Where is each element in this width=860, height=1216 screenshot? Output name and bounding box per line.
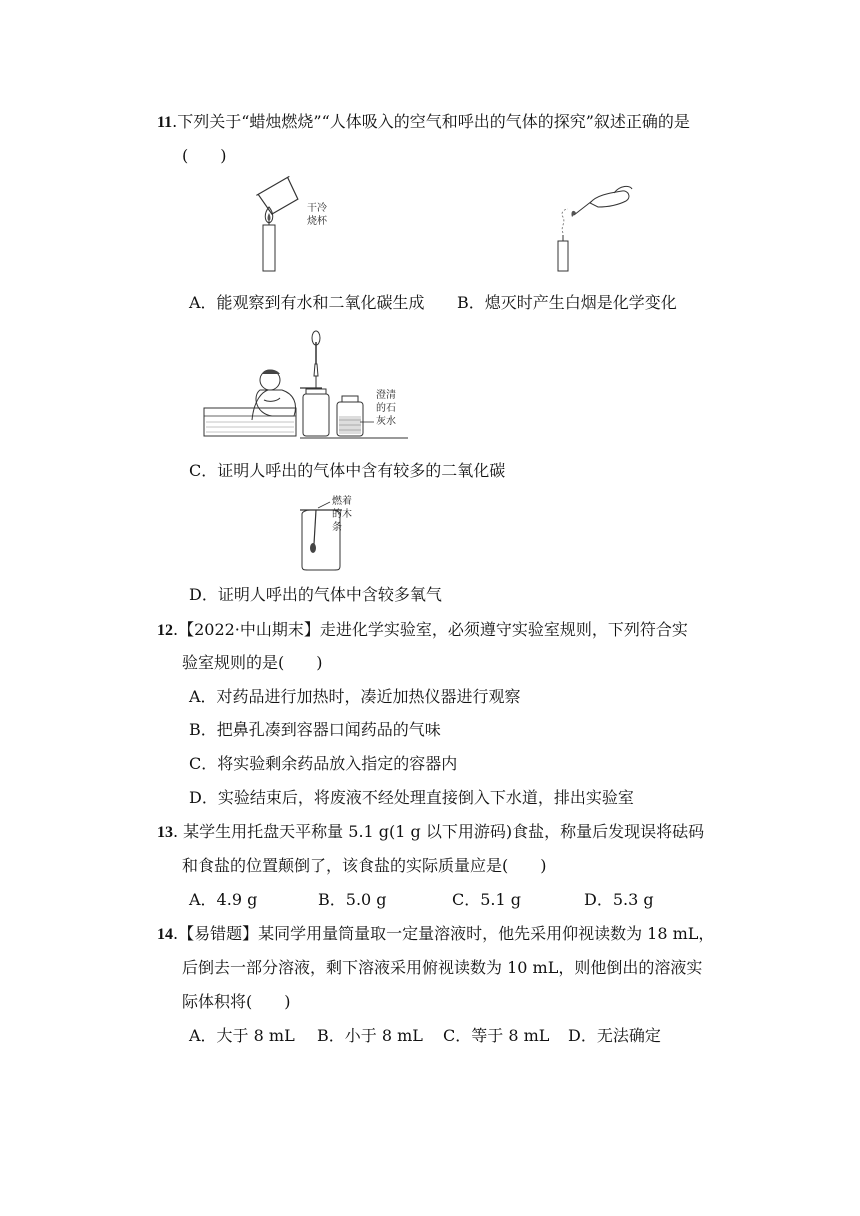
q11-option-a: A．能观察到有水和二氧化碳生成 [189, 293, 425, 312]
q11-option-b: B．熄灭时产生白烟是化学变化 [457, 293, 677, 312]
q12-option-a: A．对药品进行加热时，凑近加热仪器进行观察 [189, 687, 521, 706]
q14-option-c: C．等于 8 mL [443, 1026, 550, 1045]
fig-d-label-line3: 条 [332, 522, 342, 533]
q14-number: 14 [157, 926, 173, 943]
fig-c-label-line2: 的石 [376, 403, 396, 414]
q14-option-b: B．小于 8 mL [317, 1026, 423, 1045]
q13-option-a: A．4.9 g [189, 890, 258, 909]
q11-figure-b-candle-match [552, 183, 642, 275]
fig-a-label-line1: 干冷 [307, 203, 327, 214]
q11-figure-a-candle-beaker [255, 183, 345, 275]
q14-stem-text: .【易错题】某同学用量筒量取一定量溶液时，他先采用仰视读数为 18 mL， [173, 924, 715, 943]
q13-stem-line2: 和食盐的位置颠倒了，该食盐的实际质量应是( ) [182, 856, 547, 875]
q13-stem-line1 [157, 821, 704, 844]
q12-stem-line2: 验室规则的是( ) [182, 653, 323, 672]
fig-a-label-line2: 烧杯 [307, 216, 327, 227]
q11-figure-d-bottle-stick [290, 494, 370, 572]
q11-figure-c-breath-limewater [202, 330, 414, 442]
q12-number: 12 [157, 622, 173, 639]
q14-option-a: A．大于 8 mL [189, 1026, 295, 1045]
q12-option-b: B．把鼻孔凑到容器口闻药品的气味 [189, 720, 441, 739]
q11-stem-text: .下列关于“蜡烛燃烧”“人体吸入的空气和呼出的气体的探究”叙述正确的是 [172, 112, 690, 131]
q14-stem-line2: 后倒去一部分溶液，剩下溶液采用俯视读数为 10 mL，则他倒出的溶液实 [182, 958, 703, 977]
q13-option-c: C．5.1 g [452, 890, 522, 909]
q11-answer-paren: ( ) [182, 146, 227, 165]
fig-c-label-line1: 澄清 [376, 390, 396, 401]
q11-number: 11 [157, 114, 173, 131]
fig-c-label-line3: 灰水 [376, 416, 396, 427]
q14-stem-line1 [157, 923, 714, 946]
q13-option-b: B．5.0 g [318, 890, 387, 909]
q12-stem-line1 [157, 619, 688, 642]
q12-option-d: D．实验结束后，将废液不经处理直接倒入下水道，排出实验室 [189, 788, 634, 807]
q13-stem-text: . 某学生用托盘天平称量 5.1 g(1 g 以下用游码)食盐，称量后发现误将砝码 [173, 822, 705, 841]
fig-d-label-line2: 的木 [332, 509, 352, 520]
q13-option-d: D．5.3 g [584, 890, 654, 909]
fig-d-label-line1: 燃着 [332, 496, 352, 507]
q12-stem-text: .【2022·中山期末】走进化学实验室，必须遵守实验室规则，下列符合实 [173, 620, 688, 639]
q11-option-d: D．证明人呼出的气体中含较多氧气 [189, 585, 442, 604]
q14-option-d: D．无法确定 [568, 1026, 661, 1045]
q11-stem-line1 [157, 111, 690, 134]
q11-option-c: C．证明人呼出的气体中含有较多的二氧化碳 [189, 461, 506, 480]
q14-stem-line3: 际体积将( ) [182, 992, 291, 1011]
q12-option-c: C．将实验剩余药品放入指定的容器内 [189, 754, 458, 773]
q13-number: 13 [157, 824, 173, 841]
